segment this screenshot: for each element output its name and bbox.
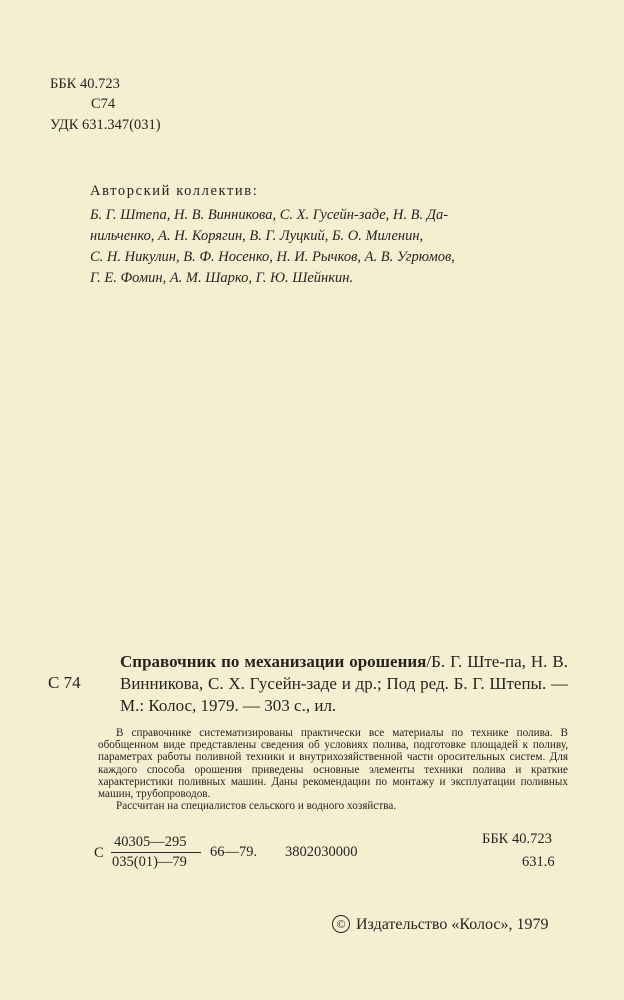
catalog-cipher: С 74 xyxy=(48,673,81,692)
fraction-line xyxy=(111,852,201,853)
authors-line: нильченко, А. Н. Корягин, В. Г. Луцкий, Б. О. Миленин, xyxy=(90,228,424,244)
copyright-line xyxy=(332,915,548,934)
udk-index: УДК 631.347(031) xyxy=(50,117,161,133)
abstract-paragraph: В справочнике систематизированы практически все материалы по технике полива. В обобщенном виде представлены сведения об условиях полива, подготовке площадей к поливу, параметрах работы поливной техники и внутрихозяйственной части оросительных систем. Для каждого способа орошения приведены основные элементы техники полива и краткие характеристики поливных машин. Даны рекомендации по монтажу и эксплуатации поливных машин, трубопроводов. xyxy=(98,727,568,801)
abstract xyxy=(98,727,568,812)
imprint-code: 66—79. xyxy=(210,844,258,860)
authors-line: Б. Г. Штепа, Н. В. Винникова, С. Х. Гусейн-заде, Н. В. Да- xyxy=(90,207,449,223)
copyright-text: Издательство «Колос», 1979 xyxy=(356,916,549,933)
imprint-number: 3802030000 xyxy=(285,844,358,860)
author-sign-code: С74 xyxy=(91,96,116,112)
abstract-paragraph: Рассчитан на специалистов сельского и водного хозяйства. xyxy=(116,800,397,813)
copyright-icon: © xyxy=(332,915,350,933)
bbk-index-bottom: ББК 40.723 xyxy=(482,831,552,847)
bbk-subindex: 631.6 xyxy=(522,854,555,870)
imprint-denominator: 035(01)—79 xyxy=(112,854,187,870)
imprint-letter: С xyxy=(94,845,104,861)
bbk-index: ББК 40.723 xyxy=(50,76,120,92)
imprint-numerator: 40305—295 xyxy=(114,834,187,850)
book-title: Справочник по механизации орошения xyxy=(120,652,427,671)
authors-line: С. Н. Никулин, В. Ф. Носенко, Н. И. Рычков, А. В. Угрюмов, xyxy=(90,249,455,265)
authors-line: Г. Е. Фомин, А. М. Шарко, Г. Ю. Шейнкин. xyxy=(90,270,354,286)
catalog-entry xyxy=(120,651,568,717)
catalog-details: /Б. Г. Ште-па, Н. В. Винникова, С. Х. Гусейн-заде и др.; Под ред. Б. Г. Штепы. — М.: Колос, 1979. — 303 с., ил. xyxy=(120,652,568,715)
authors-heading: Авторский коллектив: xyxy=(90,183,259,199)
authors-list xyxy=(90,205,568,289)
